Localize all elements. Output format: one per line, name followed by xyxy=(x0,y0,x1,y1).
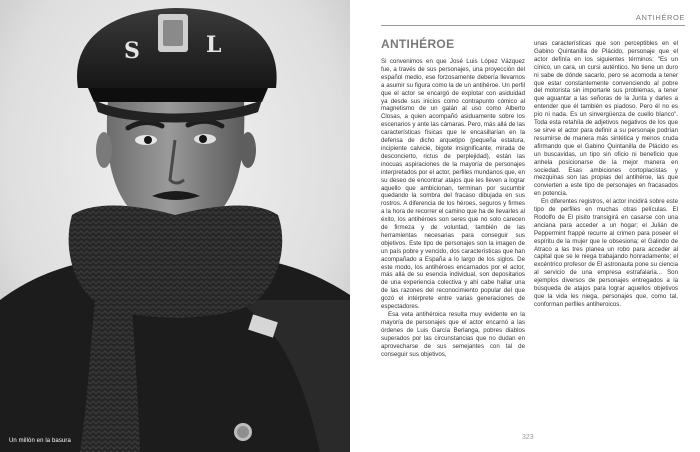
ear-right xyxy=(240,132,256,168)
paragraph: unas características que son perceptibles en el Gabino Quintanilla de Plácido, personaje que el actor definía en los siguientes términos: "Es un cínico, un cara, un cursi auténtico. No tiene un duro ni sabe de dónde sacarlo, pero se acomoda a tener que estar constantemente convenciendo al pobre del motorista sin importarle sus problemas, a tener que aguantar a las señoras de la Junta y darles a entender que él también es piadoso. Pero él no es pío ni nada. Es un sinvergüenza de cuello blanco". Toda esta retahíla de adjetivos negativos de los que se sirve el actor para definir a su personaje podrían resumirse de manera más sintética y menos cruda afirmando que el Gabino Quintanilla de Plácido es un buscavidas, un tipo sin oficio ni beneficio que anhela posicionarse de la mejor manera en sociedad. Esas ambiciones cortoplacistas y mezquinas son las propias del antihéroe, las que convierten a este tipo de personajes en fracasados en potencia. xyxy=(534,40,678,198)
pupil-left xyxy=(144,136,152,144)
paragraph: Esa veta antihéroica resulta muy evidente en la mayoría de personajes que el actor encarnó a las órdenes de Luis García Berlanga, pobres diablos superados por las circunstancias que no dudan en aprovecharse de sus semejantes con tal de conseguir sus objetivos, xyxy=(381,311,525,358)
section-title: ANTIHÉROE xyxy=(381,37,455,51)
text-column-left xyxy=(381,58,525,358)
cap-band xyxy=(88,88,268,102)
pupil-right xyxy=(199,135,207,143)
scarf xyxy=(69,206,283,318)
cap-letter-l: L xyxy=(206,32,222,58)
text-column-right xyxy=(534,40,678,309)
page-number: 323 xyxy=(522,434,534,441)
cap-letter-s: S xyxy=(124,38,140,64)
cap-emblem-inner xyxy=(163,20,183,46)
photo-caption: Un millón en la basura xyxy=(9,438,71,444)
paragraph: Si convenimos en que José Luis López Vázquez fue, a través de sus personajes, una proyección del español medio, ese forzosamente debería llevarnos a asumir su figura como la de un antihéroe. Un perfil que el actor se encargó de explotar con asiduidad ya desde sus inicios como contrapunto cómico al magnetismo de un galán al uso como Alberto Closas, a quien acompañó asiduamente sobre los escenarios y ante las cámaras. Pero, más allá de las características físicas que le encasillarían en la defensa de dicho arquetipo (pequeña estatura, incipiente calvicie, bigote insignificante, mirada de desconcierto, rictus de perplejidad), están las inocuas aspiraciones de la mayoría de personajes interpretados por el actor, perfiles mundanos que, en su deseo de encontrar atajos que les lleven a lograr aquello que ambicionan, terminan por sucumbir quedando la sombra del fracaso dibujada en sus rostros. A diferencia de los héroes, seguros y firmes a la hora de recorrer el camino que ha de llevarles al éxito, los antihéroes son seres que no solo carecen de firmeza y de voluntad, también de las herramientas necesarias para conseguir sus objetivos. Este tipo de personajes son la imagen de un país pobre y vencido, dos características que han acompañado a España a lo largo de los siglos. De este modo, los antihéroes encarnados por el actor, más allá de su esencia individual, son depositarios de una experiencia colectiva y ahí cabe hallar una de las razones del reconocimiento popular del que gozó el intérprete entre varias generaciones de espectadores. xyxy=(381,58,525,311)
running-head: ANTIHÉROE xyxy=(635,13,685,22)
ear-left xyxy=(96,132,112,168)
text-page xyxy=(350,0,700,452)
header-rule xyxy=(381,25,685,26)
coat-button-inner xyxy=(237,426,249,438)
paragraph: En diferentes registros, el actor incidirá sobre este tipo de perfiles en muchas otras películas. El Rodolfo de El pisito transigirá en casarse con una anciana para acceder a un hogar; el Julián de Peppermint frappé recurre al crimen para poseer el espíritu de la mujer que le obsesiona; el Galindo de Atraco a las tres planea un robo para acceder al capital que se le niega trabajando honradamente; el excéntrico profesor de El astronauta pone su ciencia al servicio de una empresa estrafalaria... Son ejemplos diversos de personajes entregados a la búsqueda de atajos para lograr aquellos objetivos que la vida les niega, personajes que, como tal, conforman perfiles antiheroicos. xyxy=(534,198,678,308)
